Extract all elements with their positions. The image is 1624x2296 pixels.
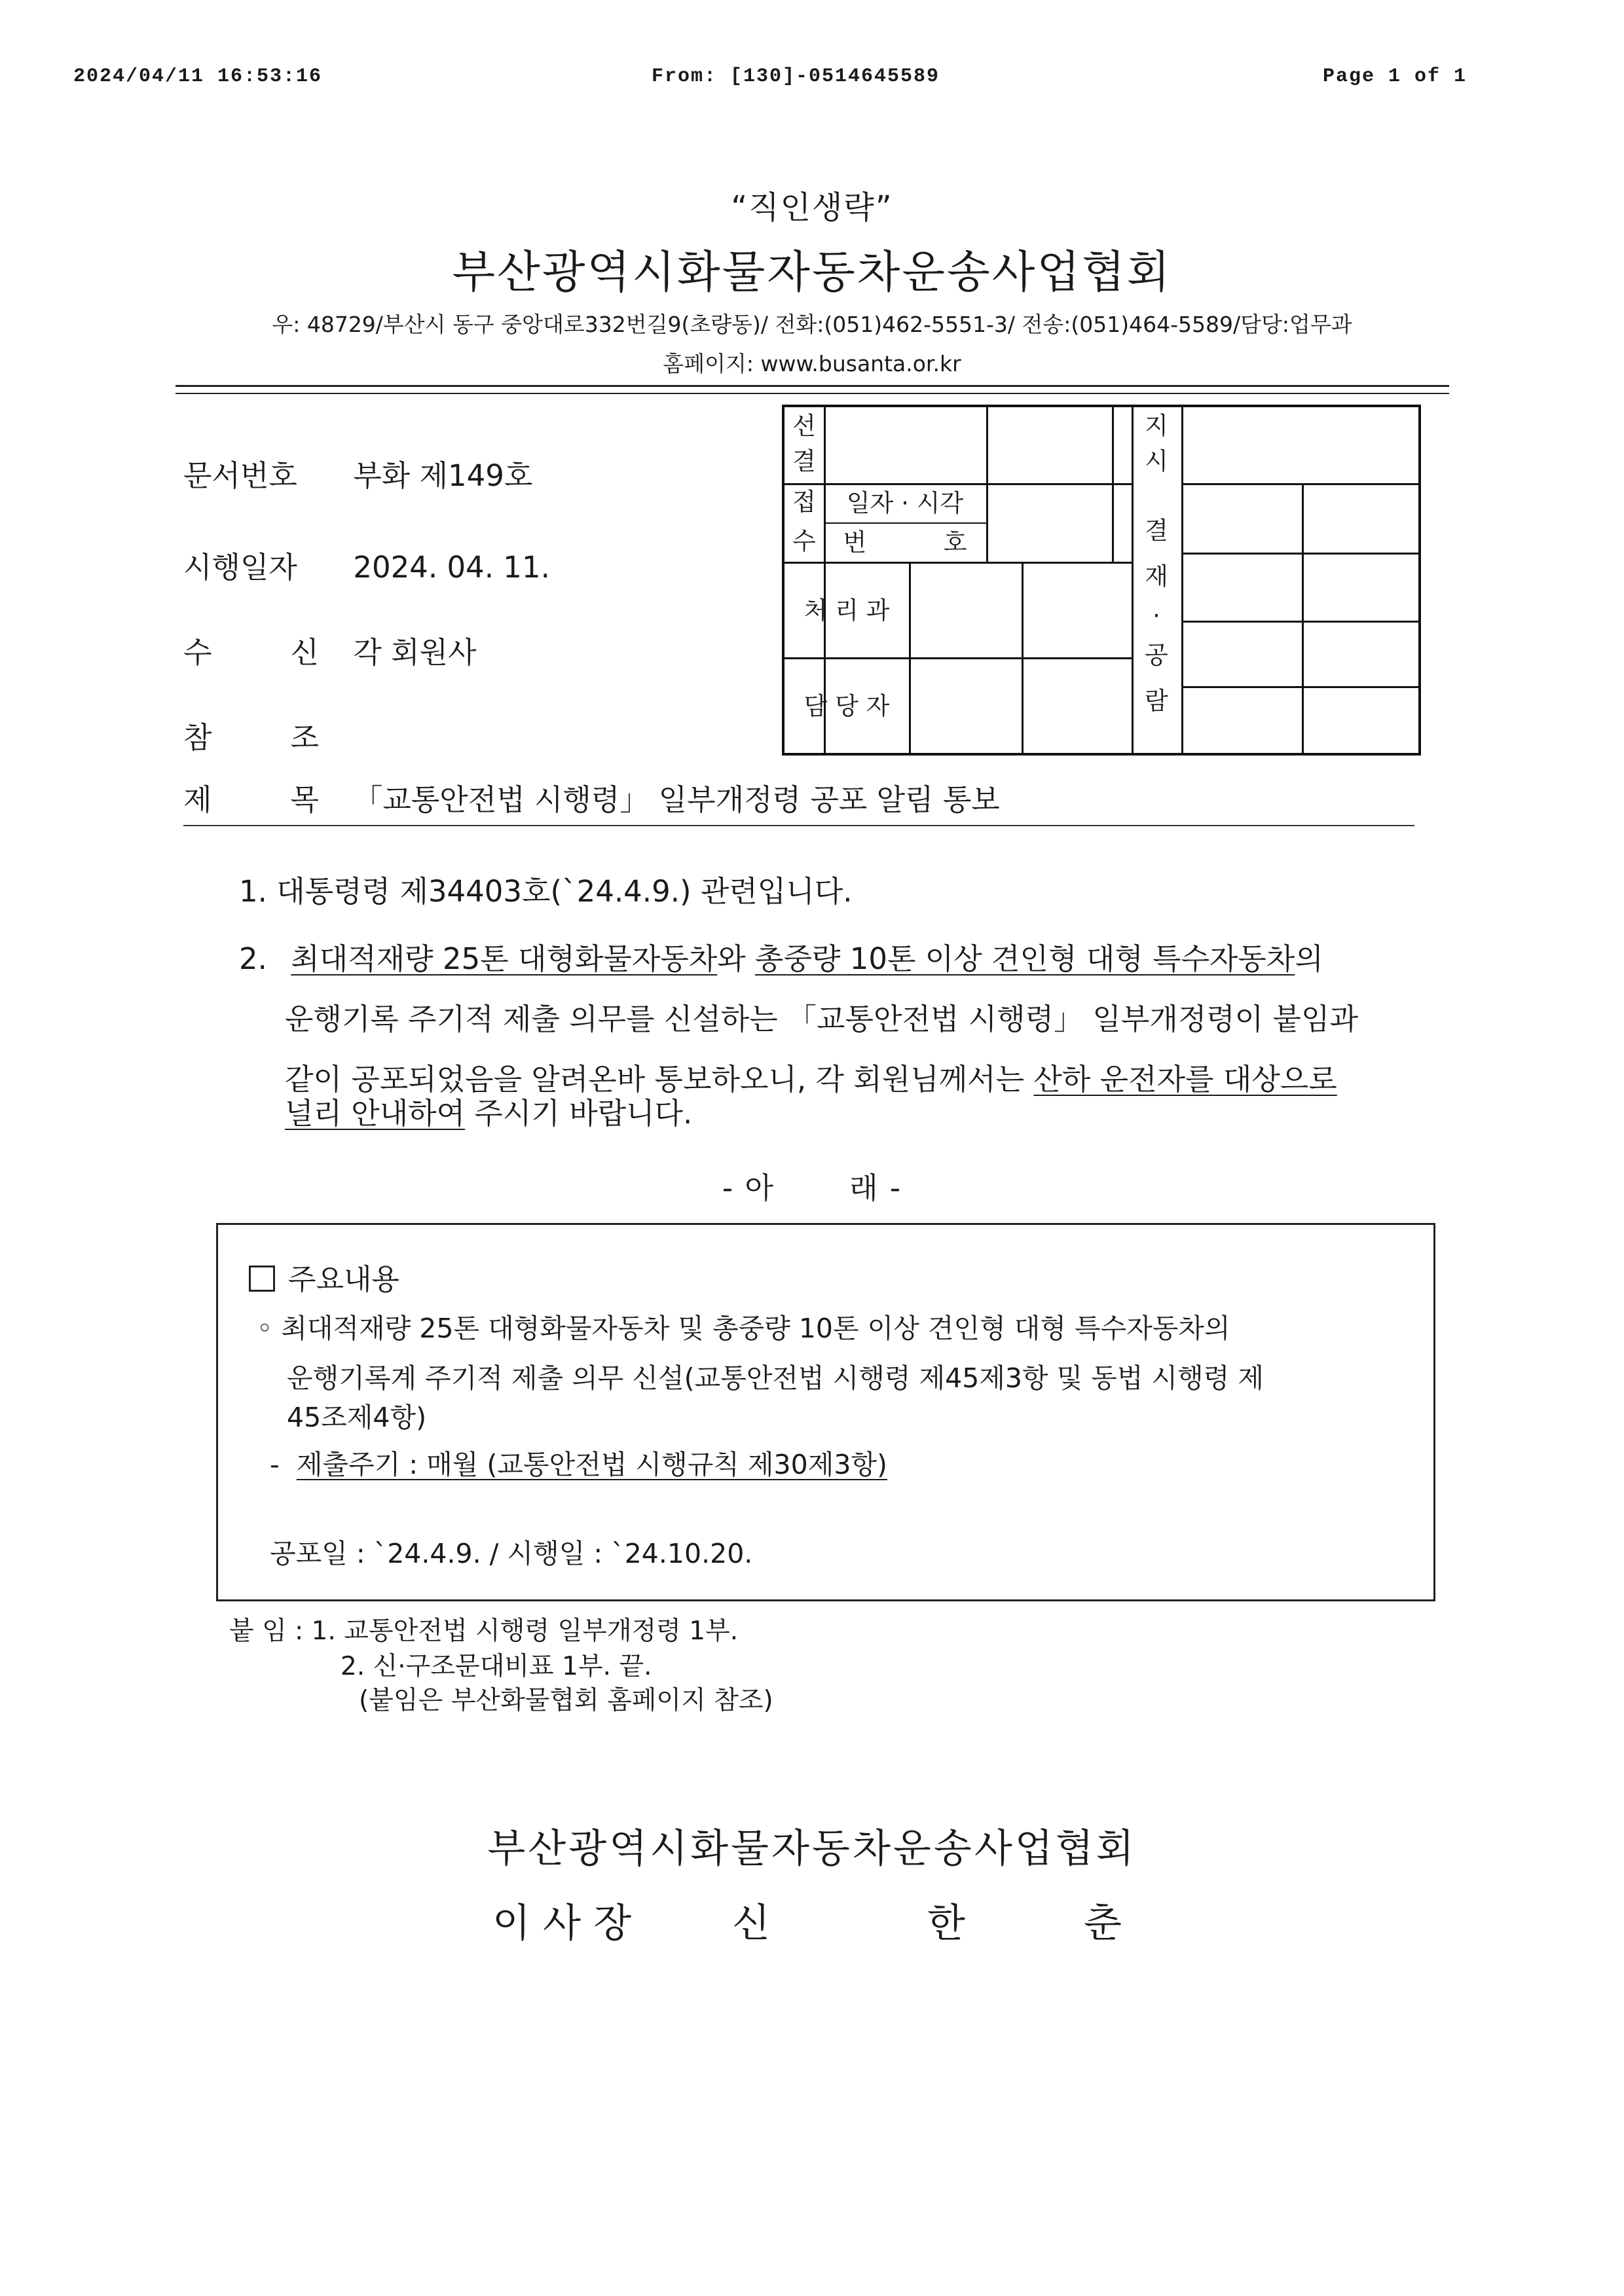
signature-title: 이 사 장 [492,1901,632,1946]
attachment-note: (붙임은 부산화물협회 홈페이지 참조) [359,1686,773,1715]
box-sub-item [270,1443,887,1482]
p2-line3-text: 같이 공포되었음을 알려온바 통보하오니, 각 회원님께서는 [285,1062,1034,1097]
paragraph-2-line-2: 운행기록 주기적 제출 의무를 신설하는 「교통안전법 시행령」 일부개정령이 붙임과 [285,1002,1358,1036]
reference-label-2: 조 [290,720,319,755]
p2-text-1: 와 [717,941,756,976]
box-heading [249,1256,399,1298]
field-doc-number [183,452,532,494]
jisi-1: 지 [1145,412,1168,440]
p2-text-2: 의 [1295,941,1323,976]
box-bullet-line-2: 운행기록계 주기적 제출 의무 신설(교통안전법 시행령 제45제3항 및 동법 시행령 제 [287,1362,1264,1394]
header-rule-2 [175,393,1449,394]
fax-page: Page 1 of 1 [1323,65,1467,88]
subject-value: 「교통안전법 시행령」 일부개정령 공포 알림 통보 [353,782,1000,817]
p2-underline-2: 총중량 10톤 이상 견인형 대형 특수자동차 [755,941,1295,976]
doc-number-label: 문서번호 [183,458,297,493]
number-label: 번 호 [843,528,967,556]
org-homepage: 홈페이지: www.busanta.or.kr [663,351,961,376]
subject-label-1: 제 [183,782,212,817]
field-date [183,543,550,586]
signature-name-2: 한 [927,1901,965,1946]
org-name: 부산광역시화물자동차운송사업협회 [452,247,1172,299]
signature-name-1: 신 [732,1901,770,1946]
checkbox-square-icon [249,1266,275,1292]
field-recipient [183,629,477,671]
seongyeol-2: 결 [792,447,816,475]
p2-line4-underline: 널리 안내하여 [285,1096,466,1131]
box-bullet-line-3: 45조제4항) [287,1402,427,1433]
box-dates: 공포일 : `24.4.9. / 시행일 : `24.10.20. [270,1538,753,1569]
subject-rule [183,825,1414,826]
manager-label: 담 당 자 [803,692,890,720]
p2-line3-underline: 산하 운전자를 대상으로 [1033,1062,1337,1097]
p2-number: 2. [239,941,267,976]
recipient-label-1: 수 [183,635,212,670]
org-address: 우: 48729/부산시 동구 중앙대로332번길9(초량동)/ 전화:(051)462-5551-3/ 전송:(051)464-5589/담당:업무과 [272,312,1352,337]
date-label: 시행일자 [183,550,297,585]
p2-line4-text: 주시기 바랍니다. [465,1096,693,1131]
jisi-2: 시 [1145,447,1168,475]
date-time-label: 일자 · 시각 [846,489,964,517]
signature-org: 부산광역시화물자동차운송사업협회 [487,1826,1137,1872]
gyeoljae-1: 결 [1145,517,1168,545]
box-sub-text: 제출주기 : 매월 (교통안전법 시행규칙 제30제3항) [296,1449,888,1480]
header-rule [175,385,1449,387]
attachment-2: 2. 신·구조문대비표 1부. 끝. [341,1652,652,1681]
gyeoljae-5: 람 [1145,687,1168,715]
seongyeol-1: 선 [792,412,816,440]
attachment-1: 붙 임 : 1. 교통안전법 시행령 일부개정령 1부. [229,1616,739,1646]
gyeoljae-4: 공 [1145,641,1168,669]
field-reference [183,714,319,756]
doc-number-value: 부화 제149호 [353,458,533,493]
field-subject [183,776,1000,818]
fax-datetime: 2024/04/11 16:53:16 [73,65,323,88]
motto: “직인생략” [731,189,893,226]
reference-label-1: 참 [183,720,212,755]
below-heading: - 아 래 - [722,1171,902,1205]
jeopsu-2: 수 [792,527,816,555]
dept-label: 처 리 과 [803,596,890,625]
date-value: 2024. 04. 11. [353,550,550,585]
recipient-label-2: 신 [290,635,319,670]
subject-label-2: 목 [290,782,319,817]
box-sub-dash: - [270,1449,297,1480]
paragraph-1: 1. 대통령령 제34403호(`24.4.9.) 관련입니다. [239,874,853,909]
gyeoljae-2: 재 [1145,562,1168,591]
paragraph-2-line-1 [239,935,1323,977]
signature-name-3: 춘 [1084,1901,1122,1946]
gyeoljae-3: · [1153,602,1160,630]
p2-underline-1: 최대적재량 25톤 대형화물자동차 [291,941,718,976]
jeopsu-1: 접 [792,488,816,516]
box-heading-text: 주요내용 [288,1263,400,1296]
paragraph-2-line-4 [285,1089,692,1132]
approval-grid [782,405,1421,756]
box-bullet-line-1: ◦ 최대적재량 25톤 대형화물자동차 및 총중량 10톤 이상 견인형 대형 특수자동차의 [257,1313,1230,1344]
recipient-value: 각 회원사 [353,635,477,670]
fax-from: From: [130]-0514645589 [652,65,940,88]
